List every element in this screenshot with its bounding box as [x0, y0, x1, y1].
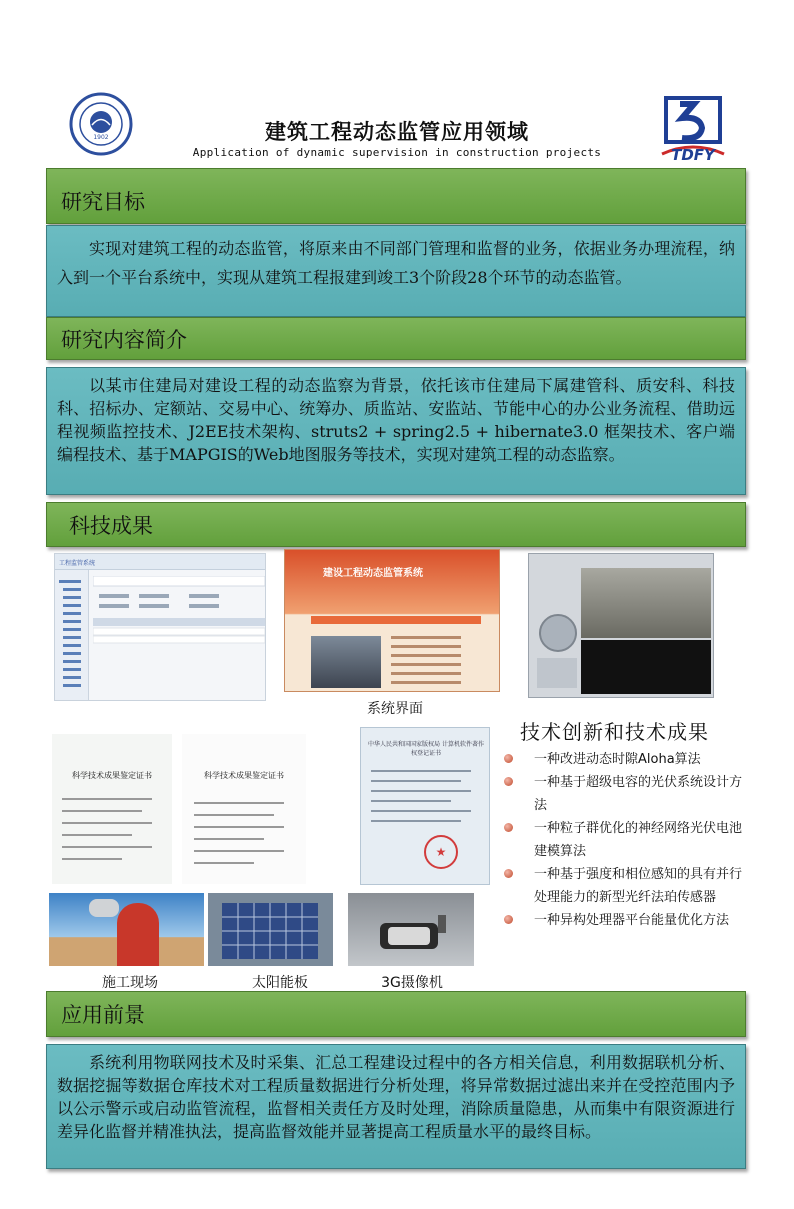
- section-prospect-title: 应用前景: [61, 1003, 145, 1027]
- solar-panel-photo: [208, 893, 333, 966]
- certificate-3: [360, 727, 490, 885]
- company-logo: [660, 96, 726, 164]
- construction-site-photo: [49, 893, 204, 966]
- system-screenshot-1: [54, 553, 266, 701]
- bullet-icon: [504, 754, 513, 763]
- bullet-icon: [504, 869, 513, 878]
- innovation-title: 技术创新和技术成果: [520, 720, 709, 744]
- caption-site: 施工现场: [102, 975, 158, 991]
- list-item: 一种基于超级电容的光伏系统设计方法: [502, 771, 752, 817]
- cert1-title: 科学技术成果鉴定证书: [72, 771, 152, 780]
- caption-solar: 太阳能板: [252, 975, 308, 991]
- screenshot1-title: 工程监管系统: [55, 554, 265, 570]
- section-content-header: [46, 317, 746, 360]
- prospect-text: 系统利用物联网技术及时采集、汇总工程建设过程中的各方相关信息，利用数据联机分析、数据挖掘等数据仓库技术对工程质量数据进行分析处理，将异常数据过滤出来并在受控范围内予以公示警示或启动监管流程，监督相关责任方及时处理，消除质量隐患，从而集中有限资源进行差异化监督并精准执法，提高监督效能并显著提高工程质量水平的最终目标。: [57, 1053, 735, 1141]
- screenshot2-title: 建设工程动态监管系统: [323, 568, 423, 579]
- logo-text: TDFY: [671, 146, 715, 164]
- section-results-header: [46, 502, 746, 547]
- section-goal-title: 研究目标: [61, 190, 145, 214]
- section-content-body: [46, 367, 746, 495]
- section-results-title: 科技成果: [69, 513, 153, 538]
- certificate-2: [182, 734, 306, 884]
- system-screenshot-2: [284, 549, 500, 692]
- list-item: 一种基于强度和相位感知的具有并行处理能力的新型光纤法珀传感器: [502, 863, 752, 909]
- logo-year: 1902: [93, 134, 109, 141]
- cert2-title: 科学技术成果鉴定证书: [204, 771, 284, 780]
- bullet-icon: [504, 777, 513, 786]
- page-subtitle: Application of dynamic supervision in construction projects: [192, 146, 602, 159]
- bullet-icon: [504, 915, 513, 924]
- section-prospect-body: [46, 1044, 746, 1169]
- page-title: 建筑工程动态监管应用领域: [265, 120, 529, 144]
- system-screenshot-3: [528, 553, 714, 698]
- bullet-icon: [504, 823, 513, 832]
- section-content-title: 研究内容简介: [61, 327, 187, 352]
- 3g-camera-photo: [348, 893, 474, 966]
- list-item: 一种粒子群优化的神经网络光伏电池建模算法: [502, 817, 752, 863]
- section-goal-header: [46, 168, 746, 224]
- svg-text:★: ★: [435, 845, 447, 859]
- section-goal-body: [46, 225, 746, 317]
- list-item: 一种改进动态时隙Aloha算法: [502, 748, 752, 771]
- cert3-title: 中华人民共和国国家版权局 计算机软件著作权登记证书: [368, 741, 484, 757]
- caption-camera: 3G摄像机: [381, 975, 443, 991]
- list-item: 一种异构处理器平台能量优化方法: [502, 909, 752, 932]
- innovation-list: [502, 748, 752, 932]
- goal-text: 实现对建筑工程的动态监管，将原来由不同部门管理和监督的业务，依据业务办理流程，纳入到一个平台系统中，实现从建筑工程报建到竣工3个阶段28个环节的动态监管。: [57, 239, 735, 287]
- section-prospect-header: [46, 991, 746, 1037]
- content-text: 以某市住建局对建设工程的动态监察为背景，依托该市住建局下属建管科、质安科、科技科、招标办、定额站、交易中心、统筹办、质监站、安监站、节能中心的办公业务流程、借助远程视频监控技术、J2EE技术架构、struts2 + spring2.5 + hibernate3.0 框架技术、客户端编程技术、基于MAPGIS的Web地图服务等技术，实现对建筑工程的动态监察。: [57, 376, 735, 464]
- certificate-1: [52, 734, 172, 884]
- caption-system: 系统界面: [367, 701, 423, 717]
